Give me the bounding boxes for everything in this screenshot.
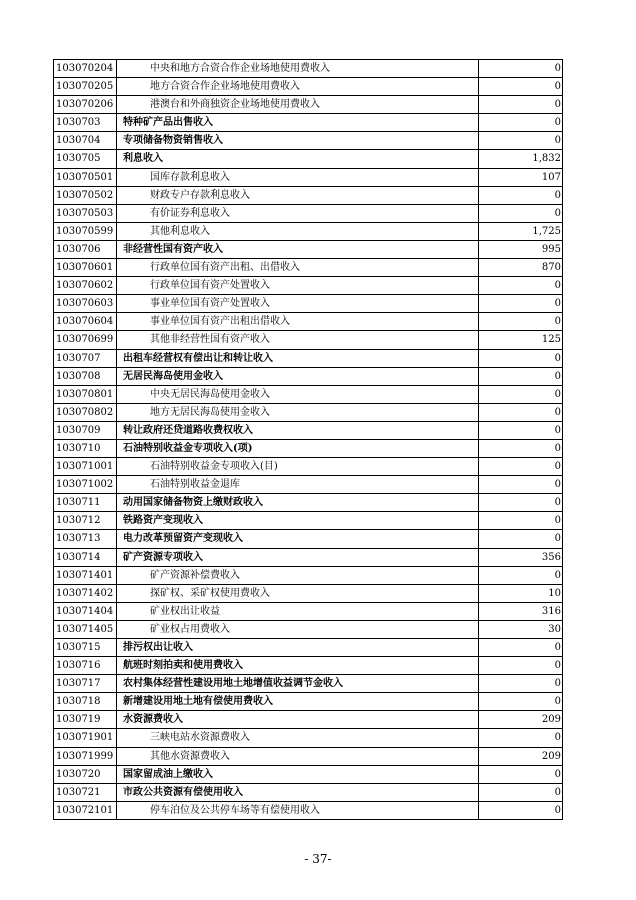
row-code: 1030712 (54, 512, 117, 529)
row-value: 0 (479, 766, 563, 783)
row-name: 其他利息收入 (117, 223, 479, 240)
table-row (54, 368, 563, 386)
row-value: 0 (479, 494, 563, 511)
row-value: 0 (479, 404, 563, 421)
row-name: 非经营性国有资产收入 (117, 241, 479, 258)
row-value: 0 (479, 114, 563, 131)
table-row (54, 494, 563, 512)
table-row (54, 169, 563, 187)
row-code: 103070501 (54, 169, 117, 186)
row-name: 行政单位国有资产出租、出借收入 (117, 259, 479, 276)
row-code: 103070206 (54, 96, 117, 113)
table-row (54, 78, 563, 96)
row-name: 港澳台和外商独资企业场地使用费收入 (117, 96, 479, 113)
row-code: 103070599 (54, 223, 117, 240)
table-row (54, 440, 563, 458)
row-name: 电力改革预留资产变现收入 (117, 530, 479, 547)
table-row (54, 386, 563, 404)
row-name: 其他水资源费收入 (117, 748, 479, 765)
row-value: 0 (479, 440, 563, 457)
table-row (54, 60, 563, 78)
row-name: 三峡电站水资源费收入 (117, 729, 479, 746)
row-value: 870 (479, 259, 563, 276)
table-row (54, 621, 563, 639)
row-name: 行政单位国有资产处置收入 (117, 277, 479, 294)
table-row (54, 675, 563, 693)
row-code: 1030711 (54, 494, 117, 511)
row-value: 0 (479, 96, 563, 113)
row-value: 10 (479, 585, 563, 602)
row-code: 103072101 (54, 802, 117, 819)
row-code: 1030705 (54, 150, 117, 167)
row-value: 0 (479, 277, 563, 294)
row-code: 1030718 (54, 693, 117, 710)
row-code: 103070503 (54, 205, 117, 222)
table-row (54, 476, 563, 494)
row-code: 103071405 (54, 621, 117, 638)
page-number: - 37- (304, 852, 332, 866)
table-row (54, 350, 563, 368)
table-row (54, 259, 563, 277)
budget-table (53, 59, 563, 820)
table-row (54, 331, 563, 349)
row-value: 356 (479, 549, 563, 566)
row-code: 1030709 (54, 422, 117, 439)
row-code: 1030713 (54, 530, 117, 547)
table-row (54, 585, 563, 603)
row-code: 103071401 (54, 567, 117, 584)
row-code: 103070699 (54, 331, 117, 348)
row-code: 103071402 (54, 585, 117, 602)
row-code: 1030703 (54, 114, 117, 131)
row-name: 事业单位国有资产处置收入 (117, 295, 479, 312)
row-code: 1030706 (54, 241, 117, 258)
table-row (54, 729, 563, 747)
table-row (54, 766, 563, 784)
row-code: 1030720 (54, 766, 117, 783)
table-row (54, 603, 563, 621)
table-row (54, 132, 563, 150)
row-name: 矿产资源专项收入 (117, 549, 479, 566)
table-row (54, 711, 563, 729)
row-name: 特种矿产品出售收入 (117, 114, 479, 131)
row-name: 停车泊位及公共停车场等有偿使用收入 (117, 802, 479, 819)
row-value: 0 (479, 205, 563, 222)
row-code: 103070603 (54, 295, 117, 312)
row-value: 0 (479, 386, 563, 403)
row-code: 1030719 (54, 711, 117, 728)
row-name: 新增建设用地土地有偿使用费收入 (117, 693, 479, 710)
row-code: 1030716 (54, 657, 117, 674)
row-name: 事业单位国有资产出租出借收入 (117, 313, 479, 330)
row-value: 0 (479, 350, 563, 367)
row-code: 1030721 (54, 784, 117, 801)
row-name: 出租车经营权有偿出让和转让收入 (117, 350, 479, 367)
row-name: 矿业权出让收益 (117, 603, 479, 620)
row-code: 1030717 (54, 675, 117, 692)
table-row (54, 205, 563, 223)
row-value: 0 (479, 368, 563, 385)
row-value: 0 (479, 60, 563, 77)
table-row (54, 241, 563, 259)
row-value: 0 (479, 422, 563, 439)
table-row (54, 223, 563, 241)
row-name: 水资源费收入 (117, 711, 479, 728)
row-code: 103071901 (54, 729, 117, 746)
row-name: 无居民海岛使用金收入 (117, 368, 479, 385)
row-value: 0 (479, 313, 563, 330)
table-row (54, 295, 563, 313)
row-value: 125 (479, 331, 563, 348)
row-value: 1,725 (479, 223, 563, 240)
row-name: 石油特别收益金退库 (117, 476, 479, 493)
table-row (54, 96, 563, 114)
row-name: 铁路资产变现收入 (117, 512, 479, 529)
row-name: 转让政府还贷道路收费权收入 (117, 422, 479, 439)
row-name: 石油特别收益金专项收入(目) (117, 458, 479, 475)
table-row (54, 802, 563, 820)
row-value: 209 (479, 748, 563, 765)
row-name: 农村集体经营性建设用地土地增值收益调节金收入 (117, 675, 479, 692)
row-code: 103070604 (54, 313, 117, 330)
table-row (54, 567, 563, 585)
row-name: 其他非经营性国有资产收入 (117, 331, 479, 348)
row-value: 0 (479, 784, 563, 801)
row-name: 国家留成油上缴收入 (117, 766, 479, 783)
row-name: 市政公共资源有偿使用收入 (117, 784, 479, 801)
row-name: 专项储备物资销售收入 (117, 132, 479, 149)
row-code: 1030704 (54, 132, 117, 149)
row-code: 1030707 (54, 350, 117, 367)
row-code: 1030714 (54, 549, 117, 566)
row-name: 矿业权占用费收入 (117, 621, 479, 638)
table-row (54, 639, 563, 657)
row-name: 排污权出让收入 (117, 639, 479, 656)
row-value: 0 (479, 187, 563, 204)
table-row (54, 404, 563, 422)
table-row (54, 748, 563, 766)
table-row (54, 277, 563, 295)
row-value: 0 (479, 567, 563, 584)
row-name: 地方无居民海岛使用金收入 (117, 404, 479, 421)
row-code: 103070502 (54, 187, 117, 204)
row-code: 103070204 (54, 60, 117, 77)
table-row (54, 187, 563, 205)
row-value: 316 (479, 603, 563, 620)
row-value: 0 (479, 78, 563, 95)
row-value: 0 (479, 657, 563, 674)
row-name: 探矿权、采矿权使用费收入 (117, 585, 479, 602)
row-name: 动用国家储备物资上缴财政收入 (117, 494, 479, 511)
row-code: 103070601 (54, 259, 117, 276)
row-value: 0 (479, 693, 563, 710)
row-name: 中央和地方合资合作企业场地使用费收入 (117, 60, 479, 77)
row-value: 30 (479, 621, 563, 638)
row-name: 有价证券利息收入 (117, 205, 479, 222)
row-value: 107 (479, 169, 563, 186)
row-value: 0 (479, 802, 563, 819)
row-name: 财政专户存款利息收入 (117, 187, 479, 204)
row-value: 0 (479, 530, 563, 547)
row-code: 103071001 (54, 458, 117, 475)
table-row (54, 458, 563, 476)
table-row (54, 693, 563, 711)
row-code: 103070802 (54, 404, 117, 421)
table-row (54, 150, 563, 168)
row-name: 中央无居民海岛使用金收入 (117, 386, 479, 403)
row-name: 地方合资合作企业场地使用费收入 (117, 78, 479, 95)
row-name: 利息收入 (117, 150, 479, 167)
table-row (54, 549, 563, 567)
row-code: 103070602 (54, 277, 117, 294)
table-row (54, 530, 563, 548)
row-code: 1030715 (54, 639, 117, 656)
row-code: 103070801 (54, 386, 117, 403)
row-name: 石油特别收益金专项收入(项) (117, 440, 479, 457)
row-value: 0 (479, 512, 563, 529)
row-value: 0 (479, 458, 563, 475)
table-row (54, 784, 563, 802)
row-code: 103070205 (54, 78, 117, 95)
table-row (54, 657, 563, 675)
row-value: 0 (479, 132, 563, 149)
row-value: 0 (479, 729, 563, 746)
row-name: 矿产资源补偿费收入 (117, 567, 479, 584)
row-value: 0 (479, 675, 563, 692)
row-code: 1030708 (54, 368, 117, 385)
table-row (54, 313, 563, 331)
table-row (54, 114, 563, 132)
row-value: 1,832 (479, 150, 563, 167)
row-name: 航班时刻拍卖和使用费收入 (117, 657, 479, 674)
row-value: 995 (479, 241, 563, 258)
row-code: 103071404 (54, 603, 117, 620)
row-value: 0 (479, 476, 563, 493)
table-row (54, 512, 563, 530)
row-value: 209 (479, 711, 563, 728)
table-row (54, 422, 563, 440)
row-value: 0 (479, 639, 563, 656)
row-code: 103071002 (54, 476, 117, 493)
row-value: 0 (479, 295, 563, 312)
row-name: 国库存款利息收入 (117, 169, 479, 186)
row-code: 103071999 (54, 748, 117, 765)
row-code: 1030710 (54, 440, 117, 457)
